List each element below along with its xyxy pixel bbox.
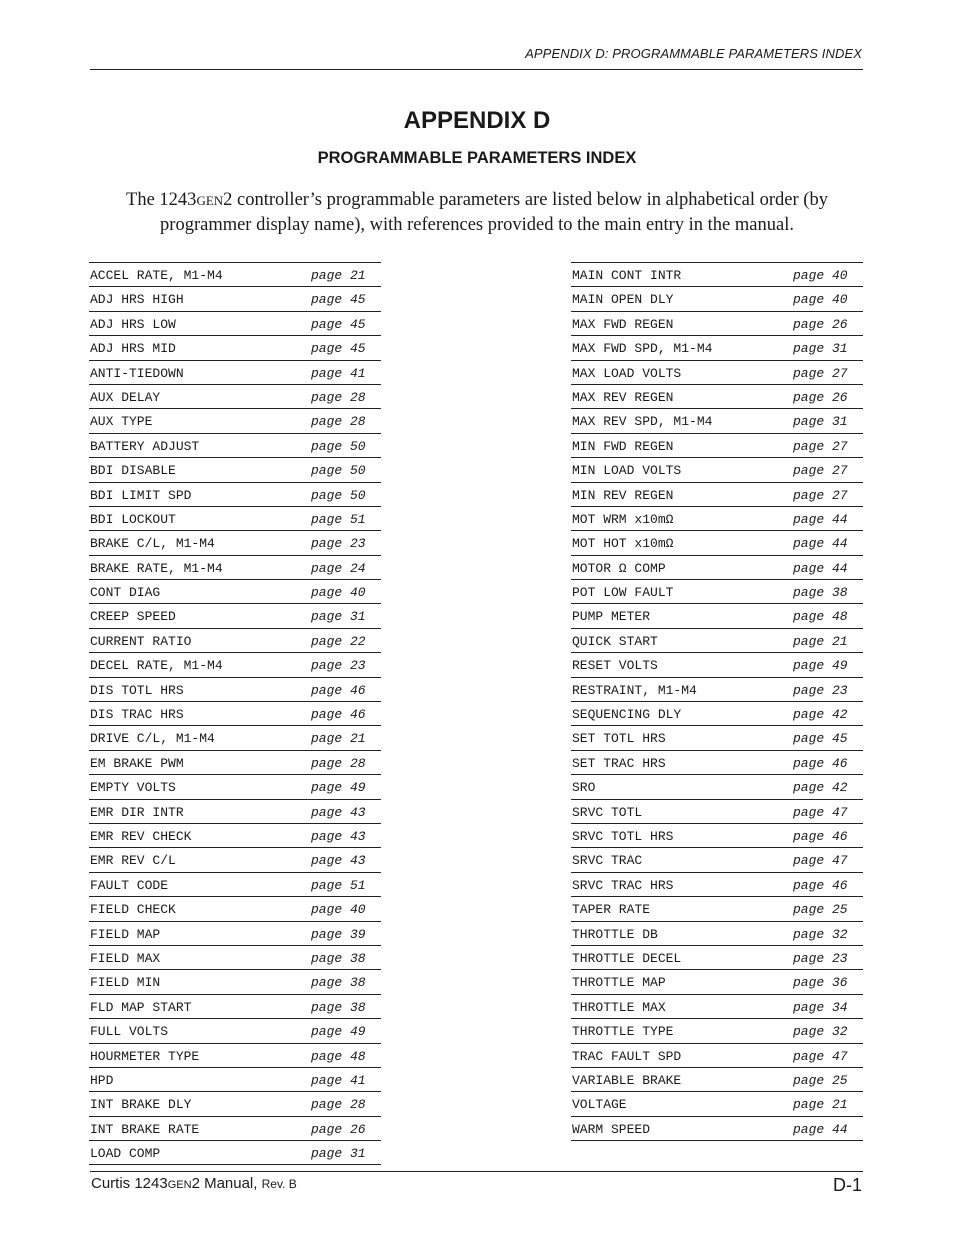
parameter-name: VOLTAGE bbox=[572, 1097, 627, 1113]
parameter-row bbox=[571, 848, 863, 872]
parameter-row bbox=[89, 1019, 381, 1043]
parameter-row bbox=[571, 434, 863, 458]
parameter-page-ref: page 24 bbox=[311, 560, 366, 576]
parameter-row bbox=[89, 873, 381, 897]
parameter-row bbox=[571, 604, 863, 628]
parameter-row bbox=[571, 1068, 863, 1092]
parameter-name: DIS TOTL HRS bbox=[90, 682, 184, 698]
parameter-name: MAX FWD SPD, M1-M4 bbox=[572, 341, 713, 357]
parameter-name: FIELD MAP bbox=[90, 926, 161, 942]
running-header: APPENDIX D: PROGRAMMABLE PARAMETERS INDEX bbox=[525, 46, 862, 61]
parameter-row bbox=[89, 995, 381, 1019]
parameter-name: THROTTLE MAP bbox=[572, 975, 666, 991]
parameter-name: FIELD CHECK bbox=[90, 902, 176, 918]
parameter-name: MAX REV REGEN bbox=[572, 389, 674, 405]
parameter-row bbox=[89, 897, 381, 921]
parameter-row bbox=[571, 409, 863, 433]
parameter-name: TRAC FAULT SPD bbox=[572, 1048, 682, 1064]
intro-text-end: 2 controller’s programmable parameters are listed below in alphabetical order (by programmer display name), with references provided to the main entry in the manual. bbox=[160, 190, 828, 235]
intro-gen-smallcaps: GEN bbox=[196, 193, 224, 208]
parameter-name: AUX TYPE bbox=[90, 414, 153, 430]
parameter-page-ref: page 48 bbox=[793, 609, 848, 625]
page-title: APPENDIX D bbox=[403, 107, 551, 134]
parameter-row bbox=[571, 970, 863, 994]
parameter-name: MAX LOAD VOLTS bbox=[572, 365, 682, 381]
parameter-page-ref: page 27 bbox=[793, 438, 848, 454]
parameter-page-ref: page 28 bbox=[311, 755, 366, 771]
parameter-name: BDI LIMIT SPD bbox=[90, 487, 192, 503]
parameter-row bbox=[89, 458, 381, 482]
parameter-page-ref: page 28 bbox=[311, 414, 366, 430]
parameter-name: THROTTLE DB bbox=[572, 926, 658, 942]
parameter-row bbox=[89, 336, 381, 360]
parameter-row bbox=[89, 751, 381, 775]
parameter-row bbox=[89, 702, 381, 726]
parameter-page-ref: page 49 bbox=[311, 1024, 366, 1040]
parameter-page-ref: page 31 bbox=[793, 414, 848, 430]
parameter-row bbox=[571, 361, 863, 385]
parameter-row bbox=[89, 580, 381, 604]
parameter-row bbox=[89, 287, 381, 311]
parameter-row bbox=[571, 873, 863, 897]
parameter-row bbox=[571, 946, 863, 970]
parameter-page-ref: page 45 bbox=[793, 731, 848, 747]
parameter-page-ref: page 40 bbox=[311, 902, 366, 918]
parameter-name: EMR DIR INTR bbox=[90, 804, 184, 820]
parameter-name: CREEP SPEED bbox=[90, 609, 176, 625]
parameter-row bbox=[89, 653, 381, 677]
parameter-page-ref: page 42 bbox=[793, 780, 848, 796]
parameter-name: MIN LOAD VOLTS bbox=[572, 463, 682, 479]
parameter-name: DRIVE C/L, M1-M4 bbox=[90, 731, 215, 747]
parameter-page-ref: page 47 bbox=[793, 853, 848, 869]
parameter-name: AUX DELAY bbox=[90, 389, 161, 405]
parameter-name: MAIN CONT INTR bbox=[572, 268, 682, 283]
parameter-row bbox=[89, 434, 381, 458]
parameter-name: HPD bbox=[90, 1072, 114, 1088]
parameter-page-ref: page 36 bbox=[793, 975, 848, 991]
parameter-row bbox=[89, 1044, 381, 1068]
parameter-page-ref: page 28 bbox=[311, 1097, 366, 1113]
parameter-row bbox=[571, 800, 863, 824]
parameter-name: EM BRAKE PWM bbox=[90, 755, 184, 771]
parameter-page-ref: page 31 bbox=[793, 341, 848, 357]
parameter-name: INT BRAKE DLY bbox=[90, 1097, 192, 1113]
parameter-name: THROTTLE DECEL bbox=[572, 950, 682, 966]
parameter-row bbox=[571, 1019, 863, 1043]
parameter-name: BDI DISABLE bbox=[90, 463, 176, 479]
parameter-row bbox=[571, 336, 863, 360]
parameter-name: LOAD COMP bbox=[90, 1146, 161, 1162]
parameter-page-ref: page 38 bbox=[793, 585, 848, 601]
page-subtitle: PROGRAMMABLE PARAMETERS INDEX bbox=[317, 149, 637, 167]
parameter-row bbox=[571, 287, 863, 311]
parameter-page-ref: page 25 bbox=[793, 1072, 848, 1088]
parameter-page-ref: page 40 bbox=[793, 292, 848, 308]
parameter-name: DECEL RATE, M1-M4 bbox=[90, 658, 223, 674]
parameter-row bbox=[571, 580, 863, 604]
parameter-name: SET TRAC HRS bbox=[572, 755, 666, 771]
parameter-name: EMR REV C/L bbox=[90, 853, 176, 869]
parameter-page-ref: page 41 bbox=[311, 365, 366, 381]
parameter-name: INT BRAKE RATE bbox=[90, 1121, 200, 1137]
parameter-name: SRVC TOTL bbox=[572, 804, 643, 820]
parameter-row bbox=[571, 1044, 863, 1068]
parameter-page-ref: page 43 bbox=[311, 828, 366, 844]
footer-manual-name: Curtis 1243 bbox=[91, 1175, 168, 1192]
footer-revision: Rev. B bbox=[261, 1177, 297, 1191]
parameter-name: FIELD MAX bbox=[90, 950, 161, 966]
parameter-row bbox=[571, 629, 863, 653]
parameter-row bbox=[89, 361, 381, 385]
parameter-row bbox=[89, 312, 381, 336]
parameter-page-ref: page 44 bbox=[793, 511, 848, 527]
parameter-page-ref: page 27 bbox=[793, 487, 848, 503]
parameter-row bbox=[89, 385, 381, 409]
parameter-page-ref: page 38 bbox=[311, 950, 366, 966]
parameter-name: TAPER RATE bbox=[572, 902, 651, 918]
parameter-page-ref: page 49 bbox=[311, 780, 366, 796]
parameter-name: POT LOW FAULT bbox=[572, 585, 674, 601]
parameter-name: CONT DIAG bbox=[90, 585, 161, 601]
parameter-name: RESET VOLTS bbox=[572, 658, 658, 674]
parameter-row bbox=[571, 263, 863, 287]
parameter-name: MOT WRM x10mΩ bbox=[572, 511, 674, 527]
parameter-name: HOURMETER TYPE bbox=[90, 1048, 200, 1064]
parameter-name: VARIABLE BRAKE bbox=[572, 1072, 682, 1088]
parameter-name: PUMP METER bbox=[572, 609, 651, 625]
parameter-page-ref: page 26 bbox=[311, 1121, 366, 1137]
parameter-name: FULL VOLTS bbox=[90, 1024, 169, 1040]
parameter-name: ADJ HRS MID bbox=[90, 341, 176, 357]
parameter-page-ref: page 46 bbox=[311, 682, 366, 698]
parameter-row bbox=[571, 531, 863, 555]
parameter-page-ref: page 51 bbox=[311, 877, 366, 893]
parameter-page-ref: page 22 bbox=[311, 633, 366, 649]
parameter-name: SRVC TOTL HRS bbox=[572, 828, 674, 844]
parameter-name: RESTRAINT, M1-M4 bbox=[572, 682, 697, 698]
intro-paragraph bbox=[100, 188, 854, 237]
parameter-name: SEQUENCING DLY bbox=[572, 707, 682, 723]
parameter-row bbox=[571, 678, 863, 702]
parameter-page-ref: page 51 bbox=[311, 511, 366, 527]
parameter-page-ref: page 41 bbox=[311, 1072, 366, 1088]
parameter-row bbox=[89, 1141, 381, 1165]
parameter-row bbox=[89, 507, 381, 531]
parameter-page-ref: page 47 bbox=[793, 804, 848, 820]
parameter-name: MIN FWD REGEN bbox=[572, 438, 674, 454]
parameter-page-ref: page 27 bbox=[793, 365, 848, 381]
intro-text-start: The 1243 bbox=[126, 190, 197, 210]
parameter-page-ref: page 23 bbox=[311, 658, 366, 674]
parameter-page-ref: page 26 bbox=[793, 316, 848, 332]
parameter-row bbox=[571, 312, 863, 336]
parameter-page-ref: page 40 bbox=[793, 268, 848, 283]
parameter-name: SRVC TRAC bbox=[572, 853, 643, 869]
parameter-row bbox=[89, 922, 381, 946]
parameter-row bbox=[89, 483, 381, 507]
parameter-name: SRVC TRAC HRS bbox=[572, 877, 674, 893]
parameter-page-ref: page 46 bbox=[793, 755, 848, 771]
parameter-page-ref: page 50 bbox=[311, 438, 366, 454]
parameter-name: BRAKE RATE, M1-M4 bbox=[90, 560, 223, 576]
parameter-name: WARM SPEED bbox=[572, 1121, 651, 1137]
parameter-page-ref: page 38 bbox=[311, 999, 366, 1015]
parameter-name: FIELD MIN bbox=[90, 975, 161, 991]
parameter-page-ref: page 50 bbox=[311, 463, 366, 479]
parameter-name: MAIN OPEN DLY bbox=[572, 292, 674, 308]
parameter-row bbox=[571, 995, 863, 1019]
parameter-page-ref: page 43 bbox=[311, 853, 366, 869]
parameter-page-ref: page 21 bbox=[311, 268, 366, 283]
parameter-page-ref: page 48 bbox=[311, 1048, 366, 1064]
parameter-page-ref: page 21 bbox=[311, 731, 366, 747]
parameter-name: FAULT CODE bbox=[90, 877, 169, 893]
parameter-page-ref: page 39 bbox=[311, 926, 366, 942]
parameter-page-ref: page 45 bbox=[311, 292, 366, 308]
parameter-page-ref: page 46 bbox=[311, 707, 366, 723]
parameter-page-ref: page 50 bbox=[311, 487, 366, 503]
parameter-name: MIN REV REGEN bbox=[572, 487, 674, 503]
parameter-name: ANTI-TIEDOWN bbox=[90, 365, 184, 381]
parameter-name: BATTERY ADJUST bbox=[90, 438, 200, 454]
parameter-page-ref: page 21 bbox=[793, 1097, 848, 1113]
parameter-name: QUICK START bbox=[572, 633, 658, 649]
parameter-row bbox=[571, 751, 863, 775]
parameter-list-right bbox=[571, 262, 863, 1141]
footer-manual-title bbox=[91, 1175, 297, 1192]
parameter-list-left bbox=[89, 262, 381, 1165]
parameter-page-ref: page 28 bbox=[311, 389, 366, 405]
parameter-row bbox=[89, 1068, 381, 1092]
parameter-row bbox=[89, 409, 381, 433]
footer-page-number: D-1 bbox=[832, 1175, 862, 1195]
footer-rule bbox=[90, 1171, 863, 1172]
parameter-page-ref: page 44 bbox=[793, 560, 848, 576]
parameter-row bbox=[571, 775, 863, 799]
parameter-row bbox=[571, 922, 863, 946]
parameter-page-ref: page 46 bbox=[793, 828, 848, 844]
parameter-row bbox=[571, 897, 863, 921]
parameter-row bbox=[571, 653, 863, 677]
parameter-page-ref: page 34 bbox=[793, 999, 848, 1015]
parameter-name: MAX FWD REGEN bbox=[572, 316, 674, 332]
parameter-row bbox=[571, 702, 863, 726]
footer-manual-suffix: 2 Manual, bbox=[191, 1175, 258, 1192]
parameter-row bbox=[89, 970, 381, 994]
parameter-row bbox=[571, 483, 863, 507]
parameter-name: THROTTLE TYPE bbox=[572, 1024, 674, 1040]
parameter-name: CURRENT RATIO bbox=[90, 633, 192, 649]
parameter-row bbox=[571, 824, 863, 848]
parameter-name: ADJ HRS LOW bbox=[90, 316, 176, 332]
parameter-page-ref: page 44 bbox=[793, 1121, 848, 1137]
parameter-name: MOT HOT x10mΩ bbox=[572, 536, 674, 552]
parameter-page-ref: page 43 bbox=[311, 804, 366, 820]
parameter-page-ref: page 38 bbox=[311, 975, 366, 991]
parameter-row bbox=[571, 507, 863, 531]
parameter-name: THROTTLE MAX bbox=[572, 999, 666, 1015]
parameter-name: DIS TRAC HRS bbox=[90, 707, 184, 723]
parameter-row bbox=[89, 604, 381, 628]
parameter-page-ref: page 23 bbox=[793, 682, 848, 698]
parameter-row bbox=[89, 531, 381, 555]
parameter-name: ADJ HRS HIGH bbox=[90, 292, 184, 308]
parameter-page-ref: page 45 bbox=[311, 316, 366, 332]
parameter-row bbox=[89, 629, 381, 653]
parameter-name: BRAKE C/L, M1-M4 bbox=[90, 536, 215, 552]
parameter-row bbox=[89, 946, 381, 970]
parameter-page-ref: page 25 bbox=[793, 902, 848, 918]
parameter-page-ref: page 42 bbox=[793, 707, 848, 723]
parameter-page-ref: page 31 bbox=[311, 609, 366, 625]
parameter-page-ref: page 32 bbox=[793, 926, 848, 942]
parameter-name: SRO bbox=[572, 780, 596, 796]
header-rule bbox=[90, 69, 863, 70]
parameter-row bbox=[89, 775, 381, 799]
parameter-row bbox=[571, 458, 863, 482]
parameter-name: EMR REV CHECK bbox=[90, 828, 192, 844]
parameter-row bbox=[89, 848, 381, 872]
footer-gen-smallcaps: GEN bbox=[167, 1179, 192, 1191]
parameter-name: FLD MAP START bbox=[90, 999, 192, 1015]
parameter-row bbox=[89, 726, 381, 750]
parameter-row bbox=[89, 1092, 381, 1116]
parameter-row bbox=[89, 800, 381, 824]
parameter-row bbox=[89, 824, 381, 848]
parameter-row bbox=[571, 1092, 863, 1116]
parameter-name: MOTOR Ω COMP bbox=[572, 560, 666, 576]
parameter-page-ref: page 26 bbox=[793, 389, 848, 405]
parameter-row bbox=[571, 1117, 863, 1141]
parameter-name: ACCEL RATE, M1-M4 bbox=[90, 268, 223, 283]
parameter-row bbox=[89, 263, 381, 287]
parameter-page-ref: page 46 bbox=[793, 877, 848, 893]
parameter-page-ref: page 27 bbox=[793, 463, 848, 479]
parameter-page-ref: page 23 bbox=[311, 536, 366, 552]
parameter-row bbox=[571, 385, 863, 409]
parameter-row bbox=[571, 556, 863, 580]
parameter-name: BDI LOCKOUT bbox=[90, 511, 176, 527]
parameter-name: SET TOTL HRS bbox=[572, 731, 666, 747]
parameter-page-ref: page 32 bbox=[793, 1024, 848, 1040]
parameter-name: MAX REV SPD, M1-M4 bbox=[572, 414, 713, 430]
parameter-row bbox=[571, 726, 863, 750]
parameter-row bbox=[89, 556, 381, 580]
parameter-page-ref: page 40 bbox=[311, 585, 366, 601]
parameter-page-ref: page 31 bbox=[311, 1146, 366, 1162]
parameter-page-ref: page 44 bbox=[793, 536, 848, 552]
parameter-page-ref: page 23 bbox=[793, 950, 848, 966]
parameter-page-ref: page 21 bbox=[793, 633, 848, 649]
parameter-page-ref: page 45 bbox=[311, 341, 366, 357]
parameter-row bbox=[89, 1117, 381, 1141]
parameter-name: EMPTY VOLTS bbox=[90, 780, 176, 796]
parameter-page-ref: page 49 bbox=[793, 658, 848, 674]
parameter-page-ref: page 47 bbox=[793, 1048, 848, 1064]
parameter-row bbox=[89, 678, 381, 702]
